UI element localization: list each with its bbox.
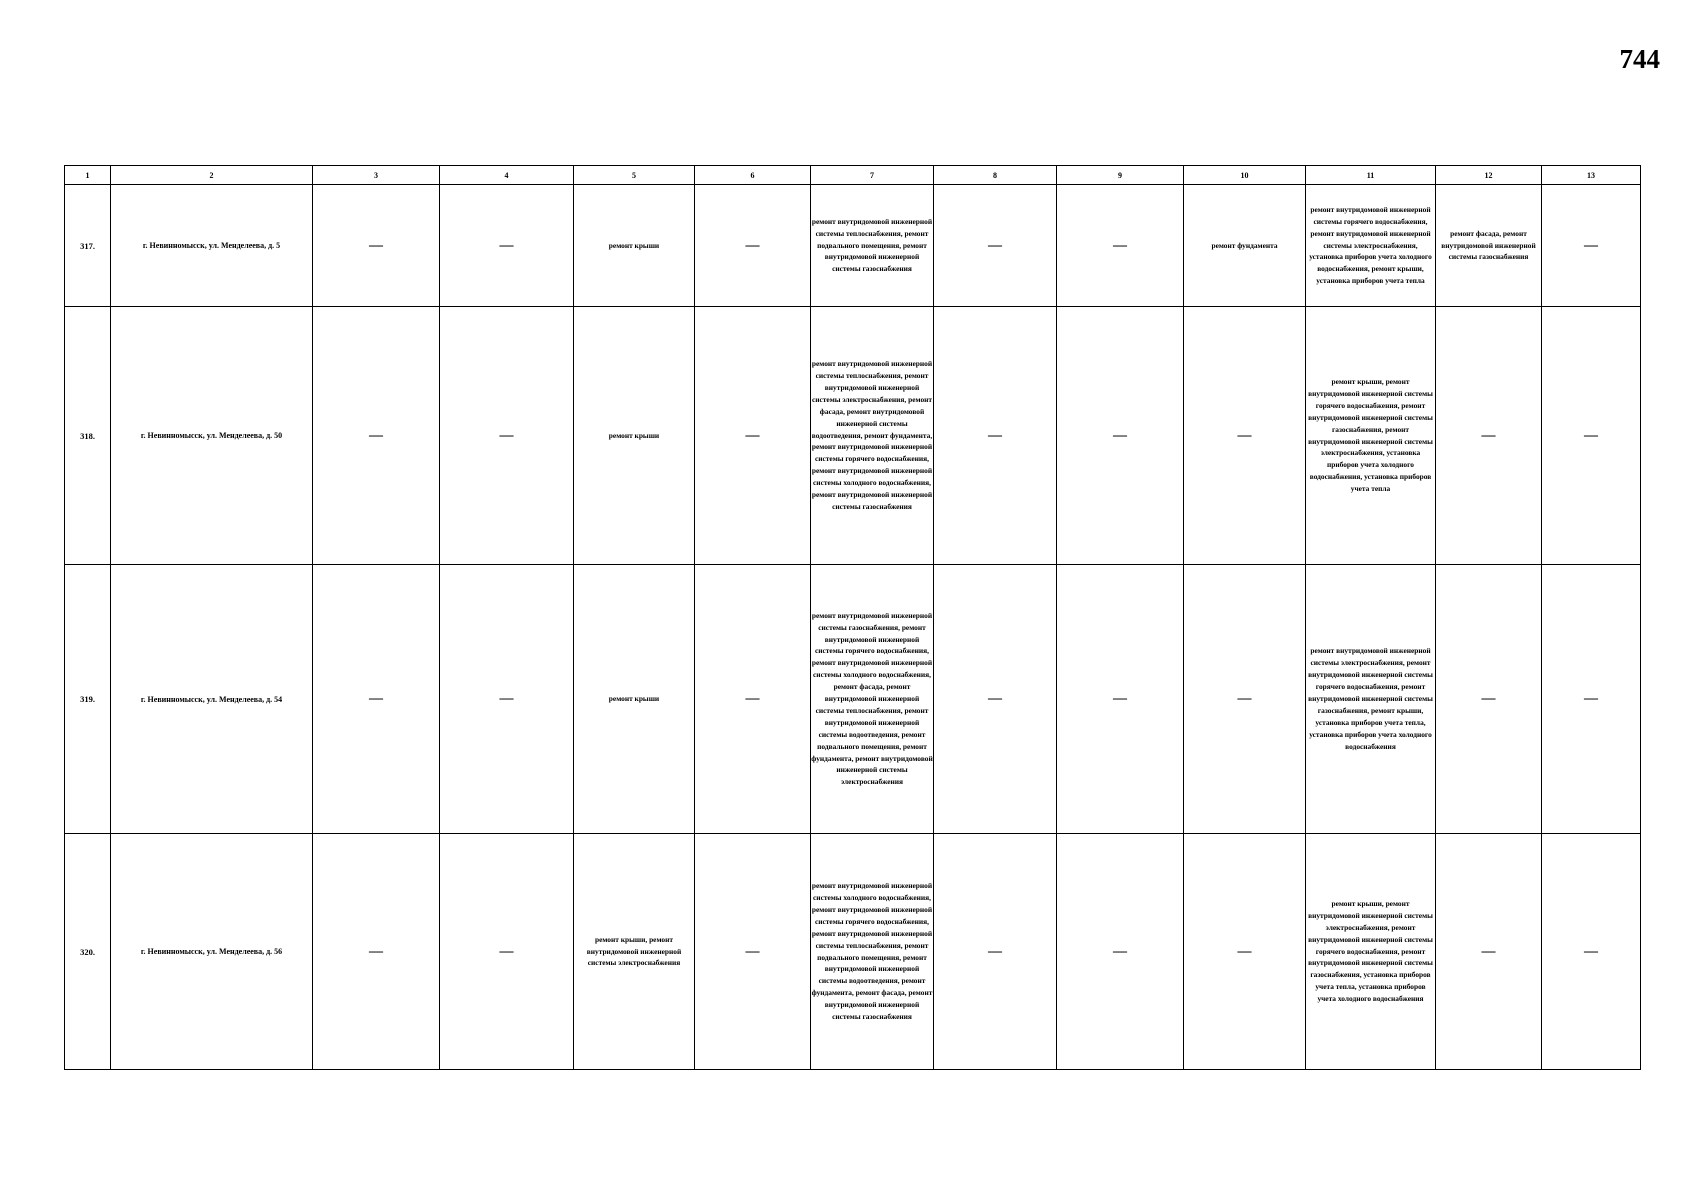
empty-dash-cell: —: [1057, 834, 1184, 1070]
row-number: 319.: [65, 565, 111, 834]
empty-dash-cell: —: [934, 565, 1057, 834]
empty-dash-cell: —: [440, 185, 574, 307]
column-header: 10: [1184, 166, 1306, 185]
work-cell: ремонт фундамента: [1184, 185, 1306, 307]
work-cell: ремонт фасада, ремонт внутридомовой инженерной системы газоснабжения: [1436, 185, 1542, 307]
empty-dash-cell: —: [313, 565, 440, 834]
page-number: 744: [1619, 44, 1660, 74]
row-number: 320.: [65, 834, 111, 1070]
empty-dash-cell: —: [934, 185, 1057, 307]
empty-dash-cell: —: [440, 307, 574, 565]
empty-dash-cell: —: [440, 565, 574, 834]
column-header: 7: [811, 166, 934, 185]
address-cell: г. Невинномысск, ул. Менделеева, д. 54: [111, 565, 313, 834]
address-cell: г. Невинномысск, ул. Менделеева, д. 5: [111, 185, 313, 307]
work-cell: ремонт крыши: [574, 307, 695, 565]
table-row: [65, 185, 1641, 307]
work-cell: ремонт внутридомовой инженерной системы горячего водоснабжения, ремонт внутридомовой инженерной системы электроснабжения, установка приборов учета холодного водоснабжения, ремонт крыши, установка приборов учета тепла: [1306, 185, 1436, 307]
empty-dash-cell: —: [1542, 834, 1641, 1070]
repair-schedule-table: [64, 165, 1641, 1070]
work-cell: ремонт крыши: [574, 565, 695, 834]
table-row: [65, 307, 1641, 565]
empty-dash-cell: —: [1057, 185, 1184, 307]
empty-dash-cell: —: [440, 834, 574, 1070]
column-header: 8: [934, 166, 1057, 185]
work-cell: ремонт внутридомовой инженерной системы электроснабжения, ремонт внутридомовой инженерной системы горячего водоснабжения, ремонт внутридомовой инженерной системы газоснабжения, ремонт крыши, установка приборов учета тепла, установка приборов учета холодного водоснабжения: [1306, 565, 1436, 834]
work-cell: ремонт внутридомовой инженерной системы холодного водоснабжения, ремонт внутридомовой инженерной системы горячего водоснабжения, ремонт внутридомовой инженерной системы теплоснабжения, ремонт подвального помещения, ремонт внутридомовой инженерной системы водоотведения, ремонт фундамента, ремонт фасада, ремонт внутридомовой инженерной системы газоснабжения: [811, 834, 934, 1070]
empty-dash-cell: —: [1436, 565, 1542, 834]
empty-dash-cell: —: [1184, 834, 1306, 1070]
work-cell: ремонт внутридомовой инженерной системы газоснабжения, ремонт внутридомовой инженерной системы горячего водоснабжения, ремонт внутридомовой инженерной системы холодного водоснабжения, ремонт фасада, ремонт внутридомовой инженерной системы теплоснабжения, ремонт внутридомовой инженерной системы водоотведения, ремонт подвального помещения, ремонт фундамента, ремонт внутридомовой инженерной системы электроснабжения: [811, 565, 934, 834]
empty-dash-cell: —: [1057, 565, 1184, 834]
column-header: 5: [574, 166, 695, 185]
empty-dash-cell: —: [1184, 307, 1306, 565]
empty-dash-cell: —: [1436, 307, 1542, 565]
column-header: 3: [313, 166, 440, 185]
work-cell: ремонт внутридомовой инженерной системы теплоснабжения, ремонт внутридомовой инженерной системы электроснабжения, ремонт фасада, ремонт внутридомовой инженерной системы водоотведения, ремонт фундамента, ремонт внутридомовой инженерной системы горячего водоснабжения, ремонт внутридомовой инженерной системы холодного водоснабжения, ремонт внутридомовой инженерной системы газоснабжения: [811, 307, 934, 565]
column-header: 1: [65, 166, 111, 185]
empty-dash-cell: —: [313, 307, 440, 565]
empty-dash-cell: —: [695, 834, 811, 1070]
column-header: 12: [1436, 166, 1542, 185]
empty-dash-cell: —: [695, 185, 811, 307]
table-row: [65, 834, 1641, 1070]
empty-dash-cell: —: [934, 307, 1057, 565]
table-row: [65, 565, 1641, 834]
work-cell: ремонт крыши: [574, 185, 695, 307]
header-row: [65, 166, 1641, 185]
column-header: 11: [1306, 166, 1436, 185]
row-number: 317.: [65, 185, 111, 307]
row-number: 318.: [65, 307, 111, 565]
empty-dash-cell: —: [695, 307, 811, 565]
work-cell: ремонт внутридомовой инженерной системы теплоснабжения, ремонт подвального помещения, ремонт внутридомовой инженерной системы газоснабжения: [811, 185, 934, 307]
empty-dash-cell: —: [1542, 565, 1641, 834]
empty-dash-cell: —: [313, 185, 440, 307]
empty-dash-cell: —: [1184, 565, 1306, 834]
work-cell: ремонт крыши, ремонт внутридомовой инженерной системы электроснабжения: [574, 834, 695, 1070]
column-header: 6: [695, 166, 811, 185]
work-cell: ремонт крыши, ремонт внутридомовой инженерной системы горячего водоснабжения, ремонт внутридомовой инженерной системы газоснабжения, ремонт внутридомовой инженерной системы электроснабжения, установка приборов учета холодного водоснабжения, установка приборов учета тепла: [1306, 307, 1436, 565]
address-cell: г. Невинномысск, ул. Менделеева, д. 56: [111, 834, 313, 1070]
empty-dash-cell: —: [1057, 307, 1184, 565]
column-header: 9: [1057, 166, 1184, 185]
empty-dash-cell: —: [1542, 185, 1641, 307]
work-cell: ремонт крыши, ремонт внутридомовой инженерной системы электроснабжения, ремонт внутридомовой инженерной системы горячего водоснабжения, ремонт внутридомовой инженерной системы газоснабжения, установка приборов учета тепла, установка приборов учета холодного водоснабжения: [1306, 834, 1436, 1070]
empty-dash-cell: —: [1542, 307, 1641, 565]
column-header: 4: [440, 166, 574, 185]
empty-dash-cell: —: [934, 834, 1057, 1070]
empty-dash-cell: —: [313, 834, 440, 1070]
empty-dash-cell: —: [695, 565, 811, 834]
address-cell: г. Невинномысск, ул. Менделеева, д. 50: [111, 307, 313, 565]
column-header: 13: [1542, 166, 1641, 185]
empty-dash-cell: —: [1436, 834, 1542, 1070]
column-header: 2: [111, 166, 313, 185]
